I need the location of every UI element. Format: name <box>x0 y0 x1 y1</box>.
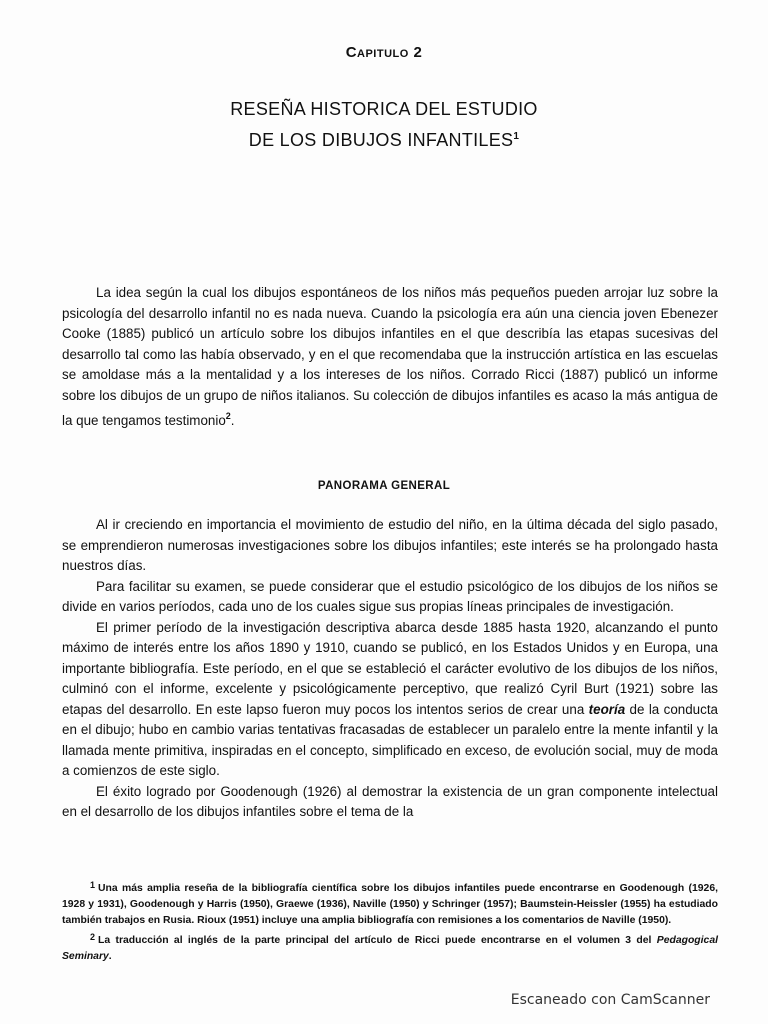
footnote-1 <box>62 877 718 929</box>
chapter-title-line-2-text: DE LOS DIBUJOS INFANTILES <box>248 130 514 150</box>
footnote-1-text: Una más amplia reseña de la bibliografía científica sobre los dibujos infantiles puede encontrarse en Goodenough (1926, 1928 y 1931), Goodenough y Harris (1950), Graewe (1936), Naville (1950) y Schringer (1957); Baumstein-Heissler (1955) ha estudiado también trabajos en Rusia. Rioux (1951) incluye una amplia bibliografía con remisiones a los comentarios de Naville (1950). <box>62 883 718 926</box>
footnote-2 <box>62 929 718 965</box>
footnote-2-text-b: . <box>108 951 112 962</box>
paragraph-3-part-b: de la conducta en el dibujo; hubo en cambio varias tentativas fracasadas de establecer un paralelo entre la mente infantil y la llamada mente primitiva, inspiradas en el concepto, simplificado en exceso, de evolución social, muy de moda a comienzos de este siglo. <box>62 701 718 778</box>
footnote-2-number: 2 <box>90 932 96 942</box>
intro-paragraph <box>62 283 718 432</box>
paragraph-1: Al ir creciendo en importancia el movimiento de estudio del niño, en la última década del siglo pasado, se emprendieron numerosas investigaciones sobre los dibujos infantiles; este interés se ha prolongado hasta nuestros días. <box>62 517 718 573</box>
paragraph-3 <box>62 618 718 782</box>
scanner-watermark: Escaneado con CamScanner <box>510 992 710 1008</box>
paragraph-3-italic: teoría <box>588 701 626 717</box>
footnote-2-text-a: La traducción al inglés de la parte principal del artículo de Ricci puede encontrarse en el volumen 3 del <box>98 935 657 946</box>
intro-paragraph-text: La idea según la cual los dibujos espontáneos de los niños más pequeños pueden arrojar luz sobre la psicología del desarrollo infantil no es nada nueva. Cuando la psicología era aún una ciencia joven Ebenezer Cooke (1885) publicó un artículo sobre los dibujos infantiles en el que describía las etapas sucesivas del desarrollo tal como las había observado, y en el que recomendaba que la instrucción artística en las escuelas se amoldase más a la mentalidad y a los intereses de los niños. Corrado Ricci (1887) publicó un informe sobre los dibujos de un grupo de niños italianos. Su colección de dibujos infantiles es acaso la más antigua de la que tengamos testimonio <box>62 285 718 428</box>
paragraph-4: El éxito logrado por Goodenough (1926) al demostrar la existencia de un gran componente intelectual en el desarrollo de los dibujos infantiles sobre el tema de la <box>62 783 718 819</box>
chapter-title-line-2 <box>0 123 768 154</box>
main-text <box>62 515 718 823</box>
chapter-label: Capitulo 2 <box>345 44 423 61</box>
footnote-ref-2: 2 <box>225 411 231 421</box>
footnote-2-italic: Pedagogical Seminary <box>62 935 718 962</box>
chapter-title <box>0 96 768 154</box>
paragraph-2: Para facilitar su examen, se puede considerar que el estudio psicológico de los dibujos de los niños se divide en varios períodos, cada uno de los cuales sigue sus propias líneas principales de investigación. <box>62 578 718 614</box>
chapter-title-line-1: RESEÑA HISTORICA DEL ESTUDIO <box>230 99 538 119</box>
footnotes <box>62 877 718 965</box>
intro-text <box>62 283 718 432</box>
footnote-1-number: 1 <box>90 880 96 890</box>
footnote-ref-1: 1 <box>513 131 520 142</box>
intro-paragraph-end: . <box>230 413 235 428</box>
section-heading: PANORAMA GENERAL <box>317 480 451 492</box>
paragraph-3-part-a: El primer período de la investigación descriptiva abarca desde 1885 hasta 1920, alcanzando el punto máximo de interés entre los años 1890 y 1910, cuando se publicó, en los Estados Unidos y en Europa, una importante bibliografía. Este período, en el que se estableció el carácter evolutivo de los dibujos de los niños, culminó con el informe, excelente y psicológicamente perceptivo, que realizó Cyril Burt (1921) sobre las etapas del desarrollo. En este lapso fueron muy pocos los intentos serios de crear una <box>62 619 718 717</box>
